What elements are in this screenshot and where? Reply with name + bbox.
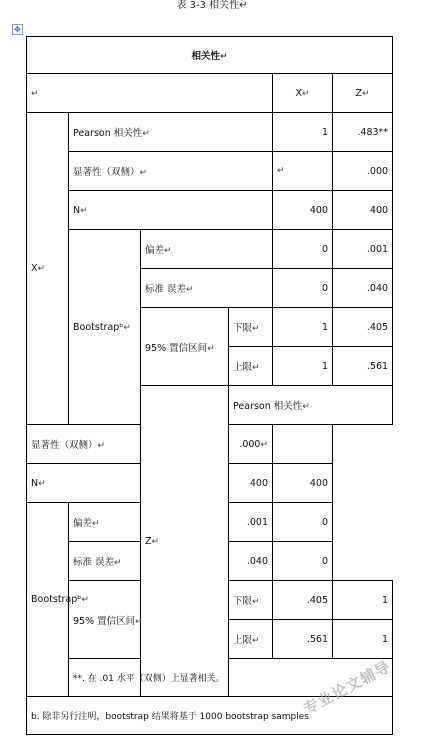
cell-z-se-z: 0 (273, 542, 333, 581)
stat-label-bias: 偏差↵ (141, 230, 273, 269)
stat-label-lower: 下限↵ (229, 581, 273, 620)
cell-z-n-z: 400 (273, 464, 333, 503)
cell-x-bias-z: .001 (333, 230, 393, 269)
cell-z-bias-x: .001 (229, 503, 273, 542)
stat-label-bias: 偏差↵ (69, 503, 229, 542)
cell-x-n-z: 400 (333, 191, 393, 230)
header-blank-cell: ↵ (27, 74, 273, 113)
cell-x-lower-z: .405 (333, 308, 393, 347)
stat-label-upper: 上限↵ (229, 620, 273, 659)
cell-x-bias-x: 0 (273, 230, 333, 269)
cell-z-n-x: 400 (229, 464, 273, 503)
cell-x-sig-z: .000 (333, 152, 393, 191)
row-group-label-x: X↵ (27, 113, 69, 425)
cell-x-pearson-z: .483** (333, 113, 393, 152)
stat-label-bootstrap: Bootstrapᵇ↵ (69, 230, 141, 425)
cell-x-upper-z: .561 (333, 347, 393, 386)
cell-z-sig-z (273, 425, 333, 464)
cell-x-lower-x: 1 (273, 308, 333, 347)
cell-z-upper-x: .561 (273, 620, 333, 659)
stat-label-upper: 上限↵ (229, 347, 273, 386)
cell-x-upper-x: 1 (273, 347, 333, 386)
row-group-label-z: Z↵ (141, 386, 229, 697)
footnote-significance: **. 在 .01 水平（双侧）上显著相关。 (69, 659, 393, 697)
correlation-table (26, 36, 393, 735)
cell-x-se-x: 0 (273, 269, 333, 308)
stat-label-lower: 下限↵ (229, 308, 273, 347)
cell-x-n-x: 400 (273, 191, 333, 230)
stat-label-n: N↵ (69, 191, 273, 230)
cell-x-se-z: .040 (333, 269, 393, 308)
cell-z-bias-z: 0 (273, 503, 333, 542)
stat-label-pearson: Pearson 相关性↵ (69, 113, 273, 152)
stat-label-significance: 显著性（双侧）↵ (69, 152, 273, 191)
cell-x-pearson-x: 1 (273, 113, 333, 152)
stat-label-std-error: 标准 误差↵ (69, 542, 229, 581)
column-header-x: X↵ (273, 74, 333, 113)
cell-z-se-x: .040 (229, 542, 273, 581)
table-caption: 表 3-3 相关性↵ (176, 0, 248, 11)
stat-label-bootstrap: Bootstrapᵇ↵ (27, 503, 69, 697)
cell-z-sig-x: .000↵ (229, 425, 273, 464)
watermark-logo: 专业论文辅导 (300, 657, 394, 719)
stat-label-pearson: Pearson 相关性↵ (229, 386, 393, 425)
stat-label-std-error: 标准 误差↵ (141, 269, 273, 308)
stat-label-ci: 95% 置信区间↵ (141, 308, 229, 386)
move-anchor-icon[interactable]: ✥ (12, 24, 23, 35)
table-title: 相关性↵ (27, 37, 393, 74)
stat-label-n: N↵ (27, 464, 229, 503)
cell-x-sig-x: ↵ (273, 152, 333, 191)
footnote-bootstrap: b. 除非另行注明，bootstrap 结果将基于 1000 bootstrap samples (27, 697, 393, 735)
stat-label-significance: 显著性（双侧）↵ (27, 425, 229, 464)
stat-label-ci: 95% 置信区间↵ (69, 581, 141, 659)
cell-z-lower-z: 1 (333, 581, 393, 620)
column-header-z: Z↵ (333, 74, 393, 113)
cell-z-upper-z: 1 (333, 620, 393, 659)
cell-z-lower-x: .405 (273, 581, 333, 620)
